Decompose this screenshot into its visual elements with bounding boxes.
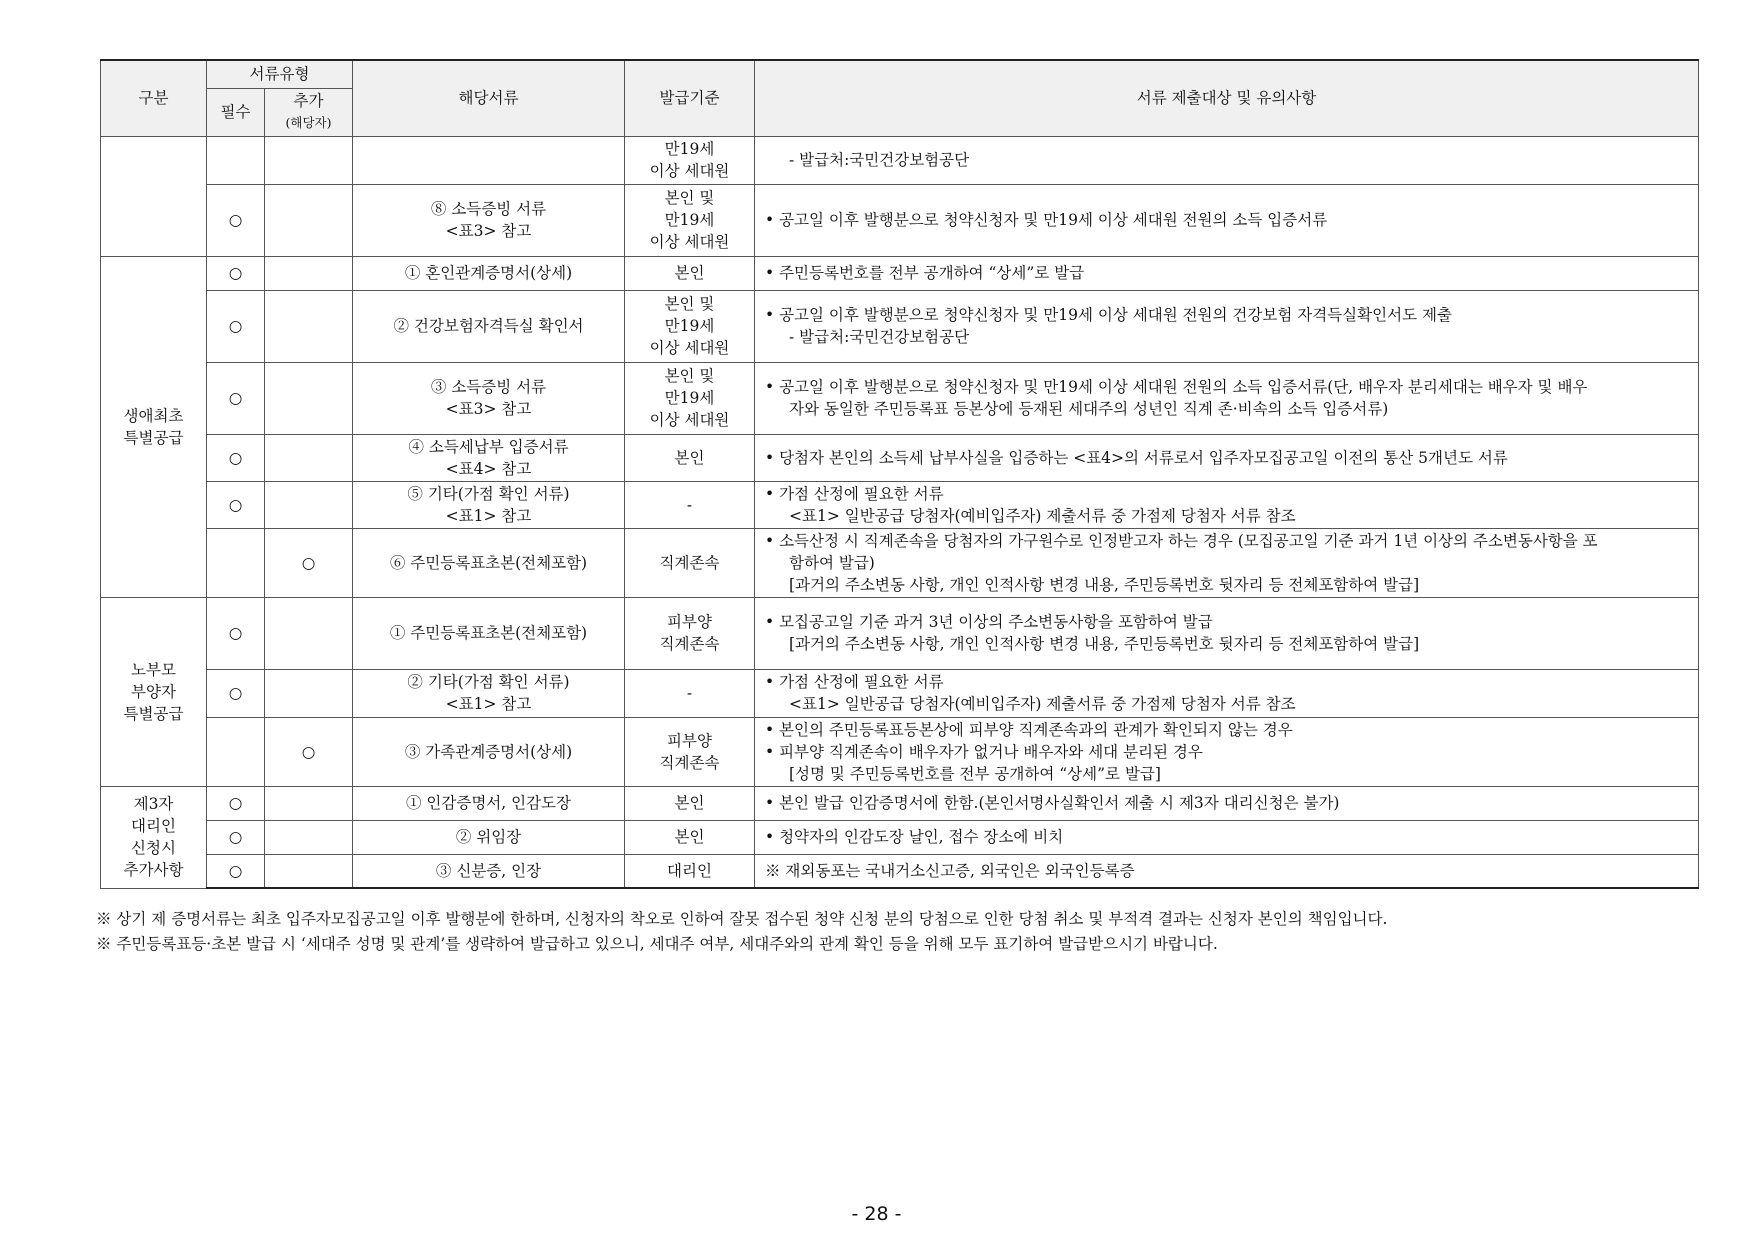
required-cell: ○: [207, 669, 265, 717]
notes-cell: • 가점 산정에 필요한 서류 <표1> 일반공급 당첨자(예비입주자) 제출서류 중 가점제 당첨자 서류 참조: [755, 669, 1699, 717]
issue-basis-cell: 대리인: [625, 854, 755, 888]
document-cell: ③ 소득증빙 서류 <표3> 참고: [353, 362, 625, 434]
additional-cell: [265, 786, 353, 820]
document-cell: ② 기타(가점 확인 서류) <표1> 참고: [353, 669, 625, 717]
table-row: [101, 434, 1699, 481]
document-cell: ③ 가족관계증명서(상세): [353, 717, 625, 786]
table-row: [101, 669, 1699, 717]
document-cell: ④ 소득세납부 입증서류 <표4> 참고: [353, 434, 625, 481]
issue-basis-cell: 직계존속: [625, 528, 755, 597]
required-cell: ○: [207, 820, 265, 854]
issue-basis-cell: 본인: [625, 434, 755, 481]
document-cell: [353, 136, 625, 184]
notes-cell: • 가점 산정에 필요한 서류 <표1> 일반공급 당첨자(예비입주자) 제출서류 중 가점제 당첨자 서류 참조: [755, 481, 1699, 528]
table-row: [101, 786, 1699, 820]
table-row: [101, 136, 1699, 184]
notes-cell: • 청약자의 인감도장 날인, 접수 장소에 비치: [755, 820, 1699, 854]
issue-basis-cell: 본인: [625, 786, 755, 820]
notes-cell: • 소득산정 시 직계존속을 당첨자의 가구원수로 인정받고자 하는 경우 (모집공고일 기준 과거 1년 이상의 주소변동사항을 포 함하여 발급) [과거의 주소변동 사항, 개인 인적사항 변경 내용, 주민등록번호 뒷자리 등 전체포함하여 발급]: [755, 528, 1699, 597]
issue-basis-cell: 피부양 직계존속: [625, 597, 755, 669]
required-cell: ○: [207, 184, 265, 256]
issue-basis-cell: 본인: [625, 256, 755, 290]
document-cell: ① 혼인관계증명서(상세): [353, 256, 625, 290]
required-cell: [207, 528, 265, 597]
document-cell: ② 위임장: [353, 820, 625, 854]
table-row: [101, 256, 1699, 290]
additional-cell: [265, 362, 353, 434]
page-number: - 28 -: [851, 1203, 902, 1225]
notes-cell: • 공고일 이후 발행분으로 청약신청자 및 만19세 이상 세대원 전원의 건강보험 자격득실확인서도 제출 - 발급처:국민건강보험공단: [755, 290, 1699, 362]
header-issue-basis: 발급기준: [625, 60, 755, 136]
additional-cell: [265, 290, 353, 362]
document-cell: ⑥ 주민등록표초본(전체포함): [353, 528, 625, 597]
required-cell: ○: [207, 854, 265, 888]
table-row: [101, 184, 1699, 256]
table-row: [101, 481, 1699, 528]
document-cell: ① 주민등록표초본(전체포함): [353, 597, 625, 669]
additional-cell: [265, 136, 353, 184]
issue-basis-cell: 본인 및 만19세 이상 세대원: [625, 184, 755, 256]
header-additional-label: 추가: [293, 92, 324, 110]
notes-cell: ※ 재외동포는 국내거소신고증, 외국인은 외국인등록증: [755, 854, 1699, 888]
table-row: [101, 820, 1699, 854]
issue-basis-cell: -: [625, 669, 755, 717]
issue-basis-cell: 만19세 이상 세대원: [625, 136, 755, 184]
required-cell: ○: [207, 597, 265, 669]
category-cell-elderly-parents: 노부모 부양자 특별공급: [101, 597, 207, 786]
additional-cell: ○: [265, 528, 353, 597]
required-cell: ○: [207, 434, 265, 481]
notes-cell: • 본인 발급 인감증명서에 한함.(본인서명사실확인서 제출 시 제3자 대리신청은 불가): [755, 786, 1699, 820]
header-notes: 서류 제출대상 및 유의사항: [755, 60, 1699, 136]
header-required: 필수: [207, 88, 265, 136]
additional-cell: [265, 434, 353, 481]
notes-cell: • 모집공고일 기준 과거 3년 이상의 주소변동사항을 포함하여 발급 [과거의 주소변동 사항, 개인 인적사항 변경 내용, 주민등록번호 뒷자리 등 전체포함하여 발급]: [755, 597, 1699, 669]
header-doc-type: 서류유형: [207, 60, 353, 88]
document-cell: ③ 신분증, 인장: [353, 854, 625, 888]
additional-cell: [265, 256, 353, 290]
footnote: ※ 상기 제 증명서류는 최초 입주자모집공고일 이후 발행분에 한하며, 신청자의 착오로 인하여 잘못 접수된 청약 신청 분의 당첨으로 인한 당첨 취소 및 부적격 결과는 신청자 본인의 책임입니다.: [96, 910, 1388, 928]
notes-cell: - 발급처:국민건강보험공단: [755, 136, 1699, 184]
notes-cell: • 공고일 이후 발행분으로 청약신청자 및 만19세 이상 세대원 전원의 소득 입증서류(단, 배우자 분리세대는 배우자 및 배우 자와 동일한 주민등록표 등본상에 등재된 세대주의 성년인 직계 존·비속의 소득 입증서류): [755, 362, 1699, 434]
notes-cell: • 당첨자 본인의 소득세 납부사실을 입증하는 <표4>의 서류로서 입주자모집공고일 이전의 통산 5개년도 서류: [755, 434, 1699, 481]
issue-basis-cell: 본인 및 만19세 이상 세대원: [625, 362, 755, 434]
issue-basis-cell: 본인: [625, 820, 755, 854]
additional-cell: [265, 669, 353, 717]
additional-cell: [265, 597, 353, 669]
issue-basis-cell: 피부양 직계존속: [625, 717, 755, 786]
required-cell: ○: [207, 290, 265, 362]
table-row: [101, 362, 1699, 434]
footnote: ※ 주민등록표등·초본 발급 시 ‘세대주 성명 및 관계’를 생략하여 발급하고 있으니, 세대주 여부, 세대주와의 관계 확인 등을 위해 모두 표기하여 발급받으시기 바랍니다.: [96, 935, 1218, 953]
category-cell: [101, 136, 207, 256]
document-cell: ⑧ 소득증빙 서류 <표3> 참고: [353, 184, 625, 256]
table-row: [101, 290, 1699, 362]
document-cell: ② 건강보험자격득실 확인서: [353, 290, 625, 362]
category-cell-first-time: 생애최초 특별공급: [101, 256, 207, 597]
required-cell: ○: [207, 481, 265, 528]
additional-cell: ○: [265, 717, 353, 786]
table-row: [101, 528, 1699, 597]
additional-cell: [265, 820, 353, 854]
notes-cell: • 본인의 주민등록표등본상에 피부양 직계존속과의 관계가 확인되지 않는 경우 • 피부양 직계존속이 배우자가 없거나 배우자와 세대 분리된 경우 [성명 및 주민등록번호를 전부 공개하여 “상세”로 발급]: [755, 717, 1699, 786]
header-additional-sub: (해당자): [285, 115, 332, 130]
document-cell: ⑤ 기타(가점 확인 서류) <표1> 참고: [353, 481, 625, 528]
document-cell: ① 인감증명서, 인감도장: [353, 786, 625, 820]
issue-basis-cell: -: [625, 481, 755, 528]
notes-cell: • 주민등록번호를 전부 공개하여 “상세”로 발급: [755, 256, 1699, 290]
required-cell: ○: [207, 256, 265, 290]
table-row: [101, 597, 1699, 669]
document-table: [100, 59, 1699, 889]
notes-cell: • 공고일 이후 발행분으로 청약신청자 및 만19세 이상 세대원 전원의 소득 입증서류: [755, 184, 1699, 256]
footnotes: [96, 907, 1706, 957]
header-document: 해당서류: [353, 60, 625, 136]
additional-cell: [265, 854, 353, 888]
header-category: 구분: [101, 60, 207, 136]
required-cell: [207, 717, 265, 786]
category-cell-proxy: 제3자 대리인 신청시 추가사항: [101, 786, 207, 888]
required-cell: [207, 136, 265, 184]
header-additional: [265, 88, 353, 136]
issue-basis-cell: 본인 및 만19세 이상 세대원: [625, 290, 755, 362]
additional-cell: [265, 184, 353, 256]
additional-cell: [265, 481, 353, 528]
required-cell: ○: [207, 786, 265, 820]
table-row: [101, 717, 1699, 786]
table-row: [101, 854, 1699, 888]
required-cell: ○: [207, 362, 265, 434]
